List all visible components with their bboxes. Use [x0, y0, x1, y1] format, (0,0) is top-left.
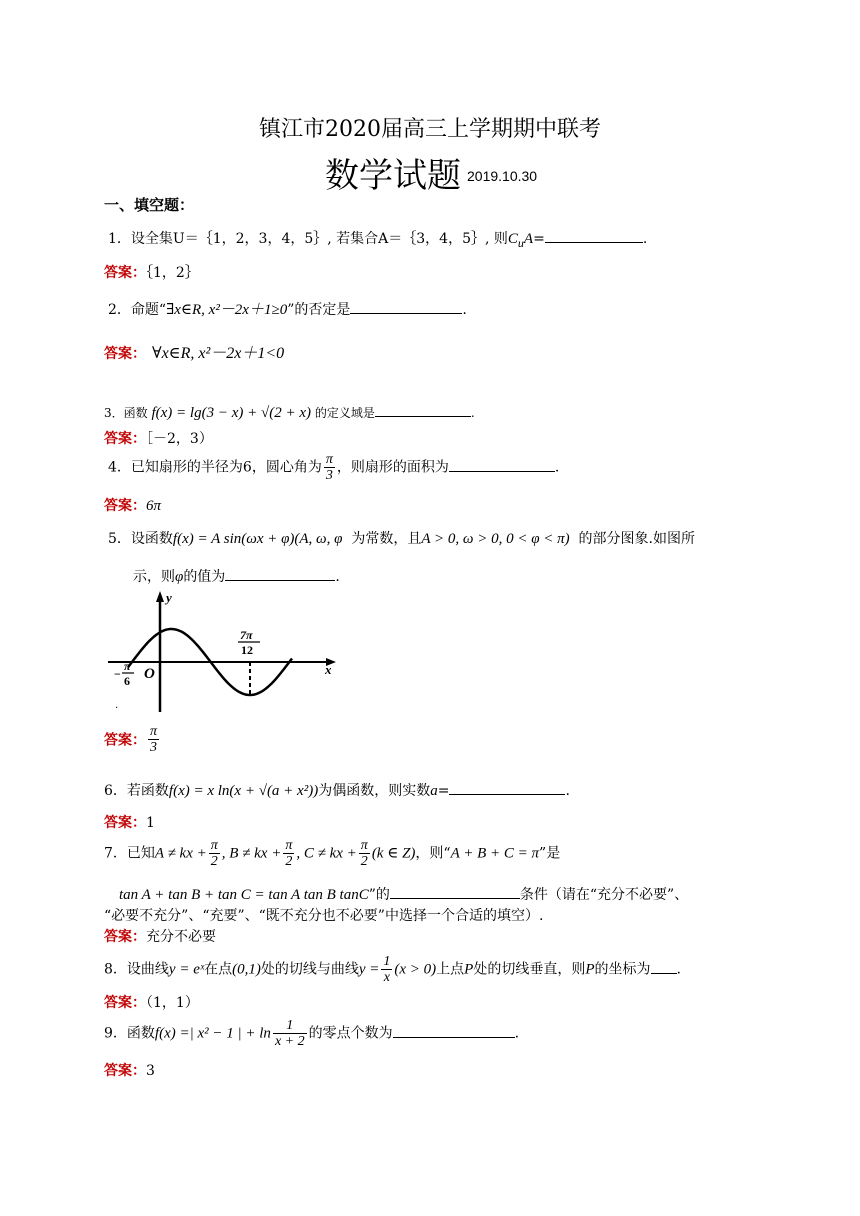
answer-label: 答案： — [104, 1063, 146, 1079]
fraction — [359, 838, 370, 869]
answer-1 — [104, 262, 199, 282]
question-text: . — [462, 302, 467, 318]
answer-blank[interactable] — [390, 884, 520, 899]
math-expression: A + B + C = π — [450, 845, 540, 862]
answer-label: 答案： — [104, 995, 146, 1011]
answer-blank[interactable] — [350, 299, 462, 314]
math-expression: (x > 0) — [394, 961, 437, 978]
left-zero-denominator: 6 — [124, 674, 130, 688]
answer-value: 1 — [146, 815, 155, 831]
question-text: 处的切线垂直，则 — [473, 961, 586, 978]
answer-blank[interactable] — [545, 228, 643, 243]
fraction-numerator: π — [325, 452, 333, 467]
question-text: ”的 — [368, 887, 390, 903]
question-6 — [104, 780, 570, 800]
question-text: . — [554, 459, 560, 476]
question-text: = — [533, 231, 545, 247]
math-expression: A ≠ kx + — [154, 845, 207, 862]
question-2 — [108, 298, 467, 319]
question-number: 1． — [108, 231, 131, 247]
fraction-denominator: x + 2 — [274, 1034, 305, 1049]
x-axis-label: x — [325, 662, 332, 677]
fraction-numerator: π — [210, 838, 218, 853]
question-text: = — [437, 783, 450, 799]
math-expression: y = eˣ — [168, 961, 205, 978]
answer-4 — [104, 495, 161, 515]
answer-6 — [104, 812, 155, 832]
question-7-line3: “必要不充分”、“充要”、“既不充分也不必要”中选择一个合适的填空）. — [104, 908, 544, 924]
answer-label: 答案： — [104, 346, 146, 362]
left-zero-sign: − — [114, 667, 121, 681]
math-expression: ∃x∈R, x²－2x＋1≥0 — [166, 302, 288, 318]
question-text: 函数 — [123, 406, 148, 420]
question-text: ”是 — [539, 845, 561, 862]
question-text: ”的否定是 — [287, 302, 351, 318]
question-number: 2． — [108, 302, 131, 318]
answer-blank[interactable] — [449, 780, 565, 795]
question-text: 条件（请在“充分不必要”、 — [519, 887, 689, 903]
answer-label: 答案： — [104, 431, 146, 447]
fraction-numerator: π — [285, 838, 293, 853]
question-text: 为偶函数，则实数 — [318, 783, 431, 799]
answer-5 — [104, 724, 161, 755]
answer-value: 充分不必要 — [146, 929, 216, 945]
fraction — [148, 724, 159, 755]
answer-label: 答案： — [104, 815, 146, 831]
fraction — [283, 838, 294, 869]
exam-date: 2019.10.30 — [467, 168, 538, 184]
math-expression: A > 0, ω > 0, 0 < φ < π) — [421, 531, 570, 547]
origin-label: O — [144, 666, 155, 682]
math-expression: f(x) = x ln(x + √(a + x²)) — [168, 783, 319, 799]
question-text: . — [565, 783, 570, 799]
answer-9 — [104, 1060, 155, 1080]
question-text: 设全集U＝｛1，2，3，4，5｝, 若集合A＝｛3，4，5｝, 则 — [130, 231, 508, 247]
left-zero-numerator: π — [124, 659, 131, 673]
question-5-line2 — [133, 566, 340, 586]
answer-value: ［－2，3） — [146, 431, 213, 447]
question-text: . — [335, 569, 340, 585]
answer-8 — [104, 992, 199, 1012]
fraction — [381, 954, 392, 985]
answer-blank[interactable] — [651, 959, 677, 974]
question-text: ，则“ — [415, 845, 451, 862]
question-text: . — [470, 406, 475, 420]
fraction — [209, 838, 220, 869]
answer-blank[interactable] — [393, 1023, 515, 1038]
math-expression: tan A + tan B + tan C = tan A tan B tanC — [119, 887, 369, 903]
answer-value: （1，1） — [146, 995, 199, 1011]
answer-label: 答案： — [104, 265, 146, 281]
question-number: 3． — [104, 406, 124, 420]
question-text: 处的切线与曲线 — [260, 961, 359, 978]
answer-blank[interactable] — [449, 457, 555, 472]
math-expression: (k ∈ Z) — [371, 845, 416, 862]
question-3 — [104, 402, 475, 422]
math-expression: A — [523, 231, 534, 247]
question-text: 在点 — [204, 961, 233, 978]
sine-graph — [104, 588, 344, 716]
question-text: . — [642, 231, 648, 247]
math-expression: C — [507, 231, 518, 247]
math-expression: f(x) = lg(3 − x) + √(2 + x) — [151, 405, 311, 421]
question-text: 已知 — [126, 845, 155, 862]
question-text: 为常数，且 — [351, 531, 422, 547]
math-expression: (0,1) — [232, 961, 261, 978]
fraction-denominator: 2 — [210, 854, 218, 869]
question-text: 上点 — [436, 961, 465, 978]
question-number: 4． — [108, 459, 131, 476]
math-expression: y = — [358, 961, 380, 978]
question-text: 已知扇形的半径为6，圆心角为 — [130, 459, 322, 476]
question-text: 函数 — [126, 1025, 155, 1042]
question-1 — [108, 228, 647, 251]
question-number: 6． — [104, 783, 127, 799]
min-label-numerator: 7π — [240, 628, 253, 642]
question-number: 5． — [108, 531, 131, 547]
fraction-denominator: 3 — [325, 468, 333, 483]
answer-2 — [104, 340, 284, 363]
fraction-denominator: 2 — [360, 854, 368, 869]
answer-3 — [104, 428, 213, 448]
question-text: 的零点个数为 — [308, 1025, 393, 1042]
question-5 — [108, 528, 695, 548]
question-text: 的定义域是 — [314, 406, 375, 420]
math-expression: f(x) =| x² − 1 | + ln — [154, 1025, 271, 1042]
question-number: 7． — [104, 845, 127, 862]
math-expression: P — [585, 961, 595, 978]
page-subtitle: 数学试题 — [325, 156, 461, 196]
fraction — [324, 452, 335, 483]
math-subscript: u — [517, 235, 524, 250]
question-4 — [108, 452, 559, 483]
answer-value: 6π — [146, 498, 162, 514]
math-expression: , C ≠ kx + — [296, 845, 357, 862]
question-text: 的值为 — [183, 569, 226, 585]
question-7-line2 — [119, 884, 688, 904]
question-7 — [104, 838, 560, 869]
answer-label: 答案： — [104, 732, 146, 749]
fraction-denominator: x — [383, 970, 390, 985]
question-text: . — [514, 1025, 520, 1042]
math-expression: P — [464, 961, 474, 978]
fraction-denominator: 3 — [150, 740, 157, 755]
math-expression: f(x) = A sin(ωx + φ)(A, ω, φ — [172, 531, 343, 547]
fraction-denominator: 2 — [285, 854, 293, 869]
answer-value: ∀x∈R, x²－2x＋1<0 — [152, 345, 285, 362]
math-expression: φ — [175, 569, 184, 585]
answer-value: ｛1，2｝ — [146, 265, 199, 281]
question-text: 的坐标为 — [594, 961, 651, 978]
fraction-numerator: π — [360, 838, 368, 853]
question-text: 设函数 — [130, 531, 173, 547]
question-9 — [104, 1018, 519, 1049]
answer-blank[interactable] — [375, 402, 471, 417]
fraction-numerator: 1 — [383, 954, 391, 969]
y-axis-label: y — [166, 590, 172, 605]
y-axis-arrow — [156, 591, 164, 602]
question-number: 8． — [104, 961, 127, 978]
question-text: 若函数 — [126, 783, 169, 799]
page-title: 镇江市2020届高三上学期期中联考 — [259, 117, 601, 142]
fraction-numerator: π — [150, 724, 158, 739]
graph-dot: . — [115, 700, 119, 711]
answer-7 — [104, 926, 216, 946]
question-8 — [104, 954, 681, 985]
math-expression: , B ≠ kx + — [221, 845, 282, 862]
section-heading: 一、填空题： — [104, 196, 195, 214]
question-text: 设曲线 — [126, 961, 169, 978]
answer-label: 答案： — [104, 498, 146, 514]
question-text: ，则扇形的面积为 — [336, 459, 449, 476]
math-expression: a — [430, 783, 438, 799]
question-number: 9． — [104, 1025, 127, 1042]
answer-value: 3 — [146, 1063, 155, 1079]
question-text: . — [676, 961, 681, 978]
question-text: 的部分图象.如图所 — [578, 531, 695, 547]
fraction — [273, 1018, 307, 1049]
question-text: 命题“ — [130, 302, 167, 318]
fraction-numerator: 1 — [273, 1018, 307, 1034]
question-text: 示，则 — [133, 569, 175, 585]
answer-label: 答案： — [104, 929, 146, 945]
answer-blank[interactable] — [225, 566, 335, 581]
min-label-denominator: 12 — [241, 643, 253, 657]
